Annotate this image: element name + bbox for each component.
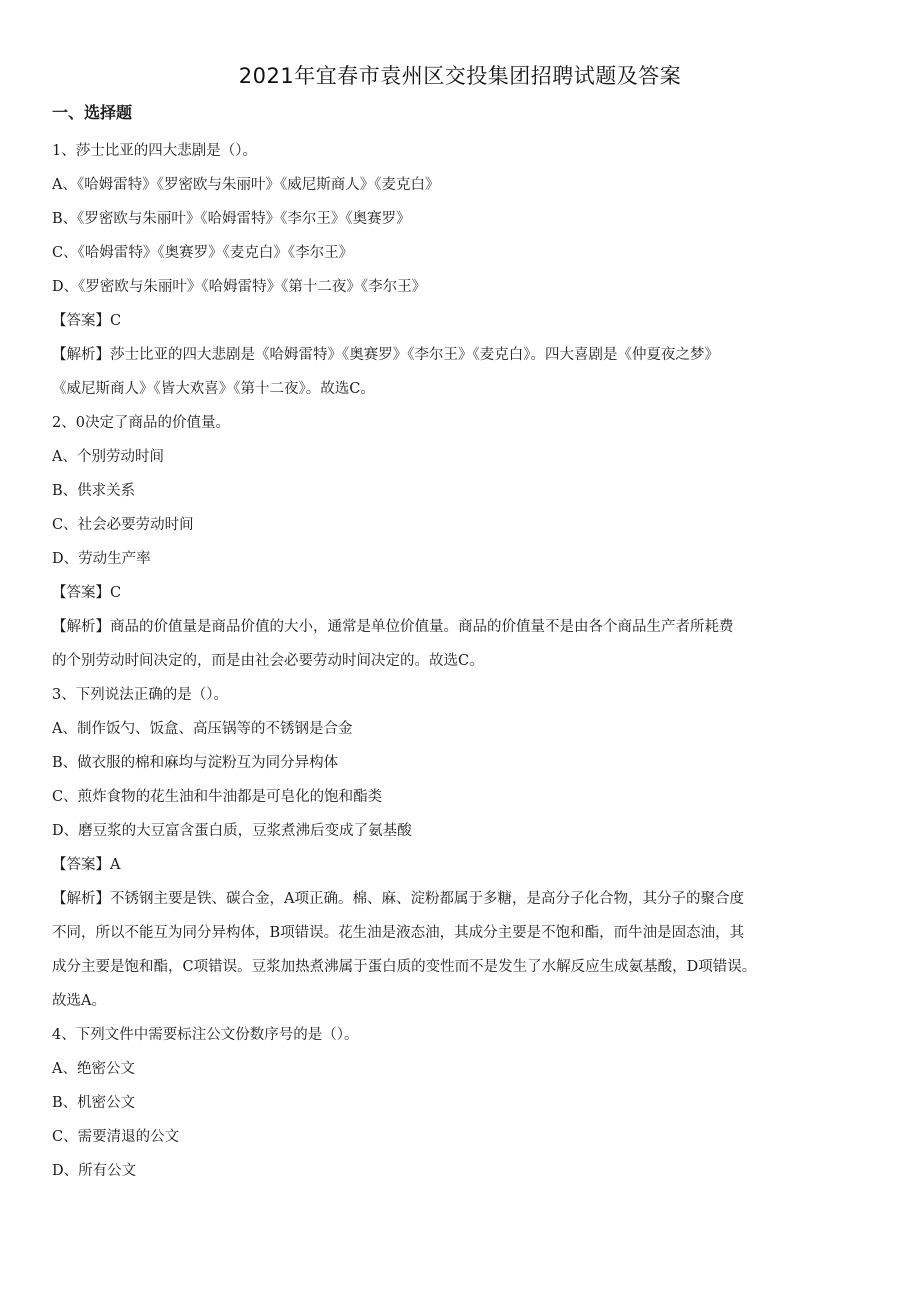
analysis-text: 商品的价值量是商品价值的大小，通常是单位价值量。商品的价值量不是由各个商品生产者所耗费: [110, 619, 734, 635]
option-a: A、制作饭勺、饭盒、高压锅等的不锈钢是合金: [52, 721, 353, 737]
option-b: B、机密公文: [52, 1095, 136, 1111]
option-a: A、《哈姆雷特》《罗密欧与朱丽叶》《威尼斯商人》《麦克白》: [52, 177, 440, 193]
option-a: A、绝密公文: [52, 1061, 135, 1077]
answer-value: A: [110, 857, 121, 873]
option-d: D、劳动生产率: [52, 551, 151, 567]
analysis-line: [52, 338, 882, 372]
question-4: [52, 1018, 882, 1188]
analysis-line: 不同，所以不能互为同分异构体，B项错误。花生油是液态油，其成分主要是不饱和酯，而牛油是固态油，其: [52, 925, 745, 941]
answer-value: C: [110, 585, 122, 601]
option-c: C、社会必要劳动时间: [52, 517, 194, 533]
question-2: [52, 406, 882, 678]
question-1: [52, 134, 882, 406]
analysis-line: [52, 610, 882, 644]
option-c: C、煎炸食物的花生油和牛油都是可皂化的饱和酯类: [52, 789, 383, 805]
answer-line: [52, 848, 882, 882]
answer-label: 【答案】: [52, 857, 110, 873]
answer-label: 【答案】: [52, 585, 110, 601]
analysis-text: 莎士比亚的四大悲剧是《哈姆雷特》《奥赛罗》《李尔王》《麦克白》。四大喜剧是《仲夏夜之梦》: [110, 347, 719, 363]
question-list: [52, 134, 882, 1188]
option-c: C、需要清退的公文: [52, 1129, 180, 1145]
question-3: [52, 678, 882, 1018]
document-title: 2021年宜春市袁州区交投集团招聘试题及答案: [238, 64, 682, 88]
answer-line: [52, 304, 882, 338]
answer-value: C: [110, 313, 122, 329]
analysis-label: 【解析】: [52, 891, 110, 907]
option-d: D、所有公文: [52, 1163, 137, 1179]
option-d: D、《罗密欧与朱丽叶》《哈姆雷特》《第十二夜》《李尔王》: [52, 279, 427, 295]
question-stem: 3、下列说法正确的是（）。: [52, 687, 228, 703]
analysis-line: 的个别劳动时间决定的，而是由社会必要劳动时间决定的。故选C。: [52, 653, 484, 669]
analysis-line: 故选A。: [52, 993, 106, 1009]
analysis-label: 【解析】: [52, 347, 110, 363]
question-stem: 1、莎士比亚的四大悲剧是（）。: [52, 143, 257, 159]
analysis-line: 《威尼斯商人》《皆大欢喜》《第十二夜》。故选C。: [52, 381, 375, 397]
answer-label: 【答案】: [52, 313, 110, 329]
question-stem: 2、0决定了商品的价值量。: [52, 415, 230, 431]
option-b: B、供求关系: [52, 483, 136, 499]
analysis-line: [52, 882, 882, 916]
analysis-line: 成分主要是饱和酯，C项错误。豆浆加热煮沸属于蛋白质的变性而不是发生了水解反应生成氨基酸，D项错误。: [52, 959, 757, 975]
option-a: A、个别劳动时间: [52, 449, 164, 465]
option-c: C、《哈姆雷特》《奥赛罗》《麦克白》《李尔王》: [52, 245, 354, 261]
analysis-text: 不锈钢主要是铁、碳合金，A项正确。棉、麻、淀粉都属于多糖，是高分子化合物，其分子的聚合度: [110, 891, 744, 907]
answer-line: [52, 576, 882, 610]
question-stem: 4、下列文件中需要标注公文份数序号的是（）。: [52, 1027, 359, 1043]
option-d: D、磨豆浆的大豆富含蛋白质，豆浆煮沸后变成了氨基酸: [52, 823, 412, 839]
option-b: B、做衣服的棉和麻均与淀粉互为同分异构体: [52, 755, 339, 771]
section-heading: 一、选择题: [52, 103, 133, 122]
option-b: B、《罗密欧与朱丽叶》《哈姆雷特》《李尔王》《奥赛罗》: [52, 211, 411, 227]
analysis-label: 【解析】: [52, 619, 110, 635]
